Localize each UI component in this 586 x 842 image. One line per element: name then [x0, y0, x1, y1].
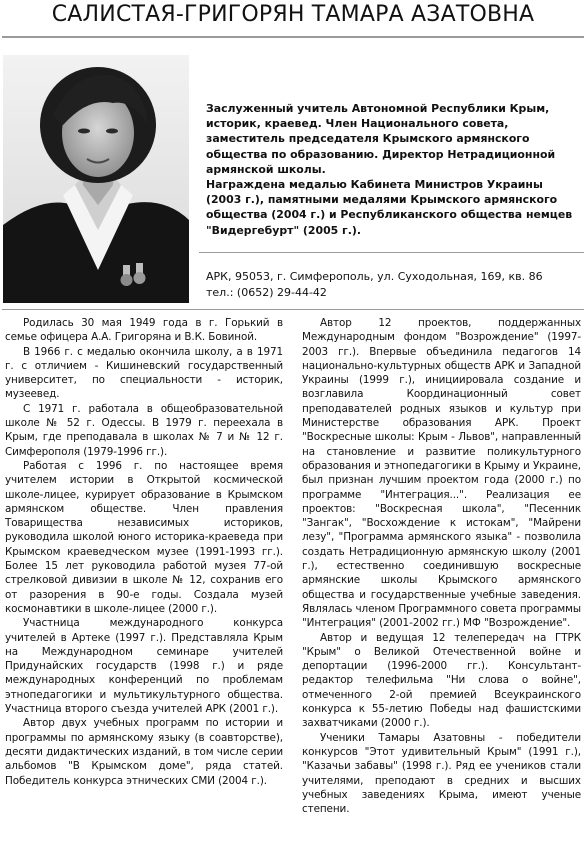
right-column — [302, 316, 581, 816]
columns-rule — [2, 309, 584, 310]
phone-line: тел.: (0652) 29-44-42 — [206, 285, 327, 299]
paragraph: С 1971 г. работала в общеобразовательной школе № 52 г. Одессы. В 1979 г. переехала в Крым, где преподавала в школах № 7 и № 12 г. Симферополя (1979-1996 гг.). — [5, 402, 283, 458]
paragraph: В 1966 г. с медалью окончила школу, а в 1971 г. с отличием - Кишиневский государственный университет, по специальности - историк, музеевед. — [5, 345, 283, 401]
paragraph: Автор 12 проектов, поддержанных Международным фондом "Возрождение" (1997-2003 гг.). Впервые объединила педагогов 14 национально-культурных обществ АРК и Западной Украины (1999 г.), инициировала создание и возглавила Координационный совет преподавателей родных языков и культур при Министерстве образования АРК. Проект "Воскресные школы: Крым - Львов", направленный на становление и развитие поликультурного образования и этнопедагогики в Крыму и Украине, был признан лучшим проектом года (2000 г.) по программе "Интеграция...". Реализация ее проектов: "Воскресная школа", "Песенник "Зангак", "Восхождение к истокам", "Майрени лезу", "Программа армянского языка" - позволила создать Нетрадиционную армянскую школу (2001 г.), естественно соединившую воскресные армянские школы Крымского армянского общества и государственные учебные заведения. Являлась членом Программного совета программы "Интеграция" (2001-2002 гг.) МФ "Возрождение". — [302, 317, 581, 630]
page-title: САЛИСТАЯ-ГРИГОРЯН ТАМАРА АЗАТОВНА — [51, 2, 535, 27]
address-rule — [199, 252, 584, 253]
bio-summary — [206, 101, 576, 238]
title-rule — [2, 36, 584, 38]
paragraph: Автор двух учебных программ по истории и программы по армянскому языку (в соавторстве), десяти дидактических изданий, в том числе серии альбомов "В Крымском доме", ряда статей. Победитель конкурса этнических СМИ (2004 г.). — [5, 717, 283, 787]
portrait-photo — [3, 55, 189, 303]
paragraph: Родилась 30 мая 1949 года в г. Горький в семье офицера А.А. Григоряна и В.К. Бовиной. — [5, 317, 283, 344]
bio-awards-paragraph: Награждена медалью Кабинета Министров Украины (2003 г.), памятными медалями Крымского армянского общества (2004 г.) и Республиканского общества немцев "Видергебурт" (2005 г.). — [206, 178, 573, 237]
paragraph: Автор и ведущая 12 телепередач на ГТРК "Крым" о Великой Отечественной войне и депортации (1996-2000 гг.). Консультант-редактор телефильма "Ни слова о войне", отмеченного 2-ой премией Всеукраинского конкурса к 55-летию Победы над фашистскими захватчиками (2000 г.). — [302, 631, 581, 730]
paragraph: Ученики Тамары Азатовны - победители конкурсов "Этот удивительный Крым" (1991 г.), "Казачьи забавы" (1998 г.). Ряд ее учеников стали учителями, преподают в средних и высших учебных заведениях Крыма, имеют ученые степени. — [302, 731, 581, 816]
contact-address — [206, 269, 576, 300]
bio-summary-paragraph: Заслуженный учитель Автономной Республики Крым, историк, краевед. Член Национального совета, заместитель председателя Крымского армянского общества по образованию. Директор Нетрадиционной армянской школы. — [206, 102, 556, 176]
paragraph: Участница международного конкурса учителей в Артеке (1997 г.). Представляла Крым на Международном семинаре учителей Придунайских государств (1998 г.) и ряде международных конференций по проблемам этнопедагогики и мультикультурного общества. Участница второго съезда учителей АРК (2001 г.). — [5, 617, 283, 716]
left-column — [5, 316, 283, 788]
paragraph: Работая с 1996 г. по настоящее время учителем истории в Открытой космической школе-лицее, курирует образование в Крымском армянском обществе. Член правления Товарищества независимых историков, руководила школой юного историка-краеведа при Крымском краеведческом музее (1991-1993 гг.). Более 15 лет руководила работой музея 77-ой стрелковой дивизии в школе № 12, сохранив его от разорения в 90-е годы. Создала музей космонавтики в школе-лицее (2000 г.). — [5, 459, 283, 615]
address-line: АРК, 95053, г. Симферополь, ул. Суходольная, 169, кв. 86 — [206, 270, 543, 283]
